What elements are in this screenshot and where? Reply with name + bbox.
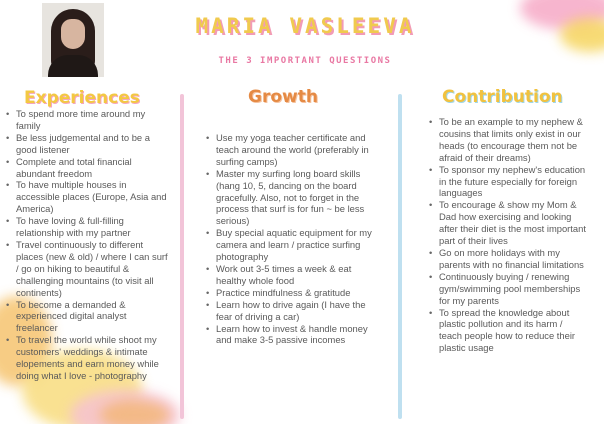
list-item: • To have multiple houses in accessible places (Europe, Asia and America) bbox=[6, 179, 169, 215]
list-item: • Master my surfing long board skills (hang 10, 5, dancing on the board gracefully. Also, not to forget in the process that surf is for fun ~ be less serious) bbox=[206, 168, 382, 228]
list-item: • Travel continuously to different places (new & old) / where I can surf / go on hiking to beautiful & challenging mountains (to visit all continents) bbox=[6, 239, 169, 299]
list-item: • To become a demanded & experienced digital analyst freelancer bbox=[6, 299, 169, 335]
list-item: • Complete and total financial abundant freedom bbox=[6, 156, 169, 180]
list-item: • Use my yoga teacher certificate and teach around the world (preferably in surfing camps) bbox=[206, 132, 382, 168]
growth-list bbox=[206, 132, 382, 346]
column-divider-left bbox=[180, 94, 184, 419]
contribution-list bbox=[429, 116, 587, 354]
list-item: • To spread the knowledge about plastic pollution and its harm / teach people how to reduce their plastic usage bbox=[429, 307, 587, 355]
list-item: • Go on more holidays with my parents with no financial limitations bbox=[429, 247, 587, 271]
list-item: • To have loving & full-filling relationship with my partner bbox=[6, 215, 169, 239]
page-title: MARIA VASLEEVA bbox=[195, 14, 415, 38]
list-item: • To encourage & show my Mom & Dad how exercising and looking after their diet is the most important part of their lives bbox=[429, 199, 587, 247]
list-item: • Learn how to drive again (I have the fear of driving a car) bbox=[206, 299, 382, 323]
experiences-list bbox=[6, 108, 169, 382]
list-item: • Learn how to invest & handle money and make 3-5 passive incomes bbox=[206, 323, 382, 347]
orange-splash-bottom-mid bbox=[100, 400, 170, 424]
column-divider-right bbox=[398, 94, 402, 419]
yellow-splash-top-right bbox=[560, 18, 604, 52]
page-subtitle: THE 3 IMPORTANT QUESTIONS bbox=[218, 56, 392, 66]
list-item: • Work out 3-5 times a week & eat healthy whole food bbox=[206, 263, 382, 287]
list-item: • To be an example to my nephew & cousins that limits only exist in our heads (to encourage them not be afraid of their dreams) bbox=[429, 116, 587, 164]
experiences-heading: Experiences bbox=[24, 88, 140, 108]
list-item: • Be less judgemental and to be a good listener bbox=[6, 132, 169, 156]
profile-photo bbox=[42, 3, 104, 77]
contribution-heading: Contribution bbox=[442, 87, 563, 107]
list-item: • To sponsor my nephew's education in the future especially for foreign languages bbox=[429, 164, 587, 200]
growth-heading: Growth bbox=[248, 87, 318, 107]
list-item: • Continuously buying / renewing gym/swimming pool memberships for my parents bbox=[429, 271, 587, 307]
list-item: • To spend more time around my family bbox=[6, 108, 169, 132]
list-item: • Practice mindfulness & gratitude bbox=[206, 287, 382, 299]
list-item: • Buy special aquatic equipment for my camera and learn / practice surfing photography bbox=[206, 227, 382, 263]
list-item: • To travel the world while shoot my customers' weddings & intimate elopements and earn money while doing what I love - photography bbox=[6, 334, 169, 382]
